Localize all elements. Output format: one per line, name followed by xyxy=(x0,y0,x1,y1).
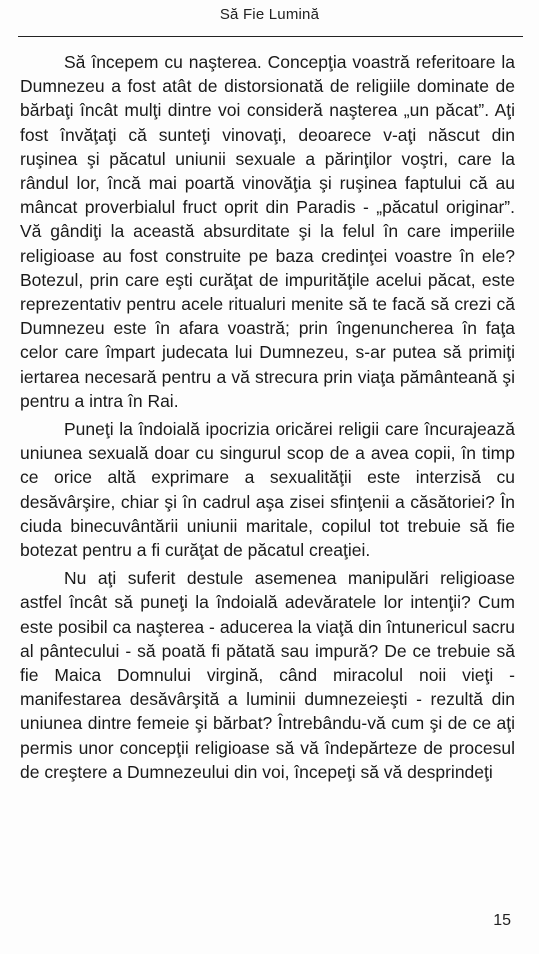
paragraph-1: Să începem cu naşterea. Concepţia voastră referitoare la Dumnezeu a fost atât de distorsionată de religiile dominate de bărbaţi încât mulţi dintre voi consideră naşterea „un păcat”. Aţi fost învăţaţi că sunteţi vinovaţi, deoarece v-aţi născut din ruşinea şi păcatul uniunii sexuale a părinţilor voştri, care la rândul lor, încă mai poartă vinovăţia şi ruşinea faptului că au mâncat proverbialul fruct oprit din Paradis - „păcatul originar”. Vă gândiţi la această absurditate şi la felul în care imperiile religioase au fost construite pe baza credinţei voastre în ele? Botezul, prin care eşti curăţat de impurităţile acelui păcat, este reprezentativ pentru acele ritualuri menite să te facă să crezi că Dumnezeu este în afara voastră; prin îngenuncherea în faţa celor care împart judecata lui Dumnezeu, s-ar putea să primiţi iertarea necesară pentru a vă strecura prin viaţa pământeană şi pentru a intra în Rai. xyxy=(20,52,515,411)
paragraph-2: Puneţi la îndoială ipocrizia oricărei religii care încurajează uniunea sexuală doar cu singurul scop de a avea copii, în timp ce orice altă exprimare a sexualităţii este interzisă cu desăvârşire, chiar şi în cadrul aşa zisei sfinţenii a căsătoriei? În ciuda binecuvântării uniunii maritale, copilul tot trebuie să fie botezat pentru a fi curăţat de păcatul creaţiei. xyxy=(20,419,515,561)
header-rule xyxy=(18,36,523,37)
running-head-title: Să Fie Lumină xyxy=(219,6,320,23)
page-number: 15 xyxy=(493,912,511,929)
paragraph-3: Nu aţi suferit destule asemenea manipulări religioase astfel încât să puneţi la îndoială adevăratele lor intenţii? Cum este posibil ca naşterea - aducerea la viaţă din întunericul sacru al pântecului - să poată fi pătată sau impură? De ce trebuie să fie Maica Domnului virgină, când miracolul noii vieţi - manifestarea desăvârşită a luminii dumnezeieşti - rezultă din uniunea dintre femeie şi bărbat? Întrebându-vă cum şi de ce aţi permis unor concepţii religioase să vă îndepărteze de procesul de creştere a Dumnezeului din voi, începeţi să vă desprindeţi xyxy=(20,568,515,782)
page-body xyxy=(20,50,515,788)
